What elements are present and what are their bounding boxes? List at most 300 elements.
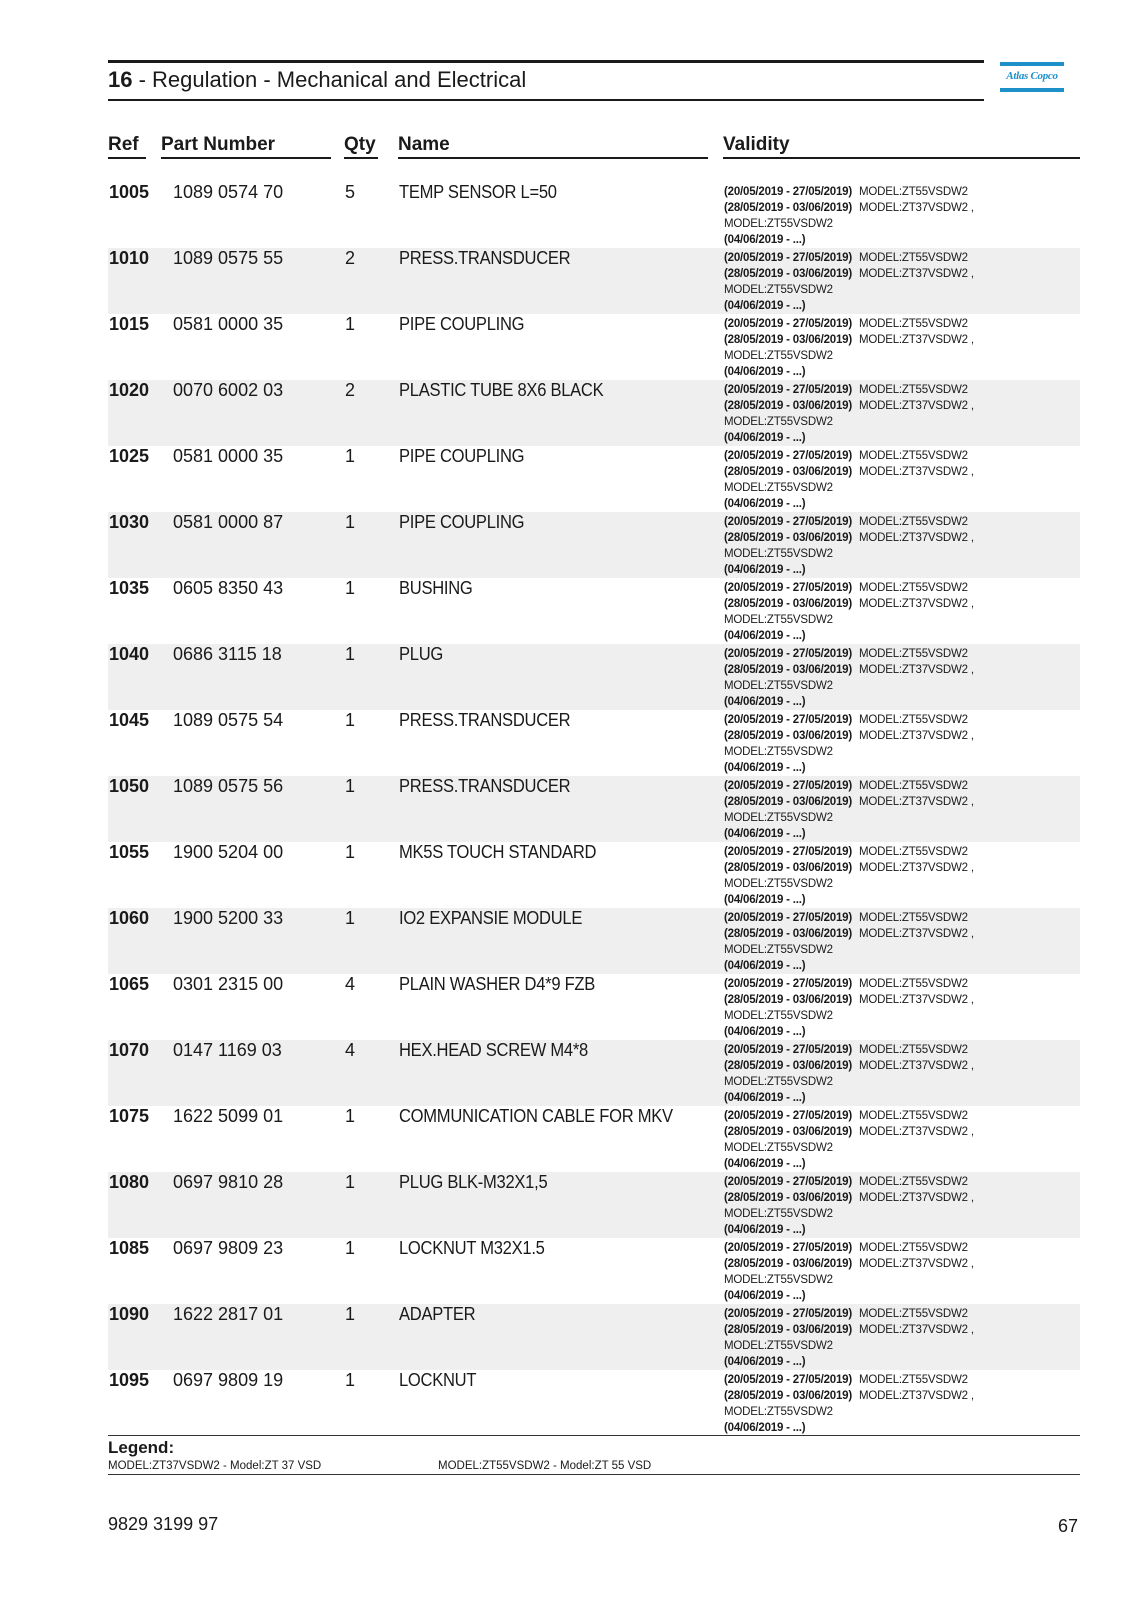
validity-model: MODEL:ZT55VSDW2 xyxy=(724,1208,833,1220)
validity-model: MODEL:ZT55VSDW2 xyxy=(724,680,833,692)
part-ref: 1080 xyxy=(109,1172,150,1192)
validity-line xyxy=(724,1338,974,1354)
validity-line xyxy=(724,612,974,628)
validity-model: MODEL:ZT55VSDW2 xyxy=(724,1340,833,1352)
validity-line xyxy=(724,200,974,216)
validity-model: MODEL:ZT55VSDW2 xyxy=(859,252,968,264)
validity-line xyxy=(724,942,974,958)
validity-model: MODEL:ZT37VSDW2 , xyxy=(859,1390,974,1402)
table-row xyxy=(108,578,1080,644)
validity-line xyxy=(724,250,974,266)
validity-model: MODEL:ZT37VSDW2 , xyxy=(859,730,974,742)
validity-line xyxy=(724,810,974,826)
table-row xyxy=(108,512,1080,578)
part-validity xyxy=(724,514,974,578)
validity-dates: (28/05/2019 - 03/06/2019) xyxy=(724,862,852,874)
validity-model: MODEL:ZT37VSDW2 , xyxy=(859,664,974,676)
validity-model: MODEL:ZT37VSDW2 , xyxy=(859,994,974,1006)
validity-line xyxy=(724,844,974,860)
validity-dates: (04/06/2019 - ...) xyxy=(724,762,806,774)
legend-item: MODEL:ZT37VSDW2 - Model:ZT 37 VSD xyxy=(108,1460,322,1472)
validity-line xyxy=(724,744,974,760)
column-header-qty: Qty xyxy=(344,134,376,155)
validity-dates: (28/05/2019 - 03/06/2019) xyxy=(724,730,852,742)
part-validity xyxy=(724,580,974,644)
validity-line xyxy=(724,694,974,710)
validity-line xyxy=(724,794,974,810)
part-name: ADAPTER xyxy=(399,1304,476,1324)
validity-line xyxy=(724,662,974,678)
part-ref: 1005 xyxy=(109,182,150,202)
validity-model: MODEL:ZT55VSDW2 xyxy=(724,614,833,626)
table-row xyxy=(108,644,1080,710)
part-number: 1622 2817 01 xyxy=(173,1304,284,1324)
validity-model: MODEL:ZT55VSDW2 xyxy=(724,482,833,494)
part-name: COMMUNICATION CABLE FOR MKV xyxy=(399,1106,673,1126)
part-name: TEMP SENSOR L=50 xyxy=(399,182,557,202)
part-qty: 5 xyxy=(345,182,356,202)
validity-line xyxy=(724,728,974,744)
validity-dates: (20/05/2019 - 27/05/2019) xyxy=(724,714,852,726)
validity-line xyxy=(724,1240,974,1256)
part-number: 0147 1169 03 xyxy=(173,1040,282,1060)
table-row xyxy=(108,182,1080,248)
validity-line xyxy=(724,580,974,596)
validity-line xyxy=(724,778,974,794)
validity-model: MODEL:ZT55VSDW2 xyxy=(724,1142,833,1154)
validity-line xyxy=(724,1124,974,1140)
validity-dates: (28/05/2019 - 03/06/2019) xyxy=(724,466,852,478)
table-row xyxy=(108,1370,1080,1436)
part-name: PLASTIC TUBE 8X6 BLACK xyxy=(399,380,604,400)
part-qty: 2 xyxy=(345,248,356,268)
validity-line xyxy=(724,646,974,662)
section-title: - Regulation - Mechanical and Electrical xyxy=(132,67,527,92)
legend-title: Legend: xyxy=(108,1438,175,1457)
table-row xyxy=(108,974,1080,1040)
validity-line xyxy=(724,316,974,332)
validity-model: MODEL:ZT55VSDW2 xyxy=(724,416,833,428)
part-number: 0581 0000 35 xyxy=(173,314,284,334)
validity-line xyxy=(724,958,974,974)
validity-model: MODEL:ZT37VSDW2 , xyxy=(859,268,974,280)
part-validity xyxy=(724,382,974,446)
validity-line xyxy=(724,514,974,530)
legend-rule-top xyxy=(108,1435,1080,1436)
validity-dates: (28/05/2019 - 03/06/2019) xyxy=(724,1324,852,1336)
part-validity xyxy=(724,250,974,314)
validity-model: MODEL:ZT55VSDW2 xyxy=(859,648,968,660)
part-number: 0697 9809 23 xyxy=(173,1238,284,1258)
validity-model: MODEL:ZT37VSDW2 , xyxy=(859,1258,974,1270)
part-qty: 1 xyxy=(345,314,356,334)
table-row xyxy=(108,1040,1080,1106)
section-number: 16 xyxy=(108,67,133,92)
validity-dates: (04/06/2019 - ...) xyxy=(724,960,806,972)
validity-line xyxy=(724,892,974,908)
validity-line xyxy=(724,1306,974,1322)
validity-dates: (28/05/2019 - 03/06/2019) xyxy=(724,1258,852,1270)
part-ref: 1085 xyxy=(109,1238,150,1258)
validity-model: MODEL:ZT55VSDW2 xyxy=(724,1274,833,1286)
part-number: 0697 9810 28 xyxy=(173,1172,284,1192)
part-validity xyxy=(724,1240,974,1304)
part-qty: 1 xyxy=(345,512,356,532)
column-rule-name xyxy=(398,157,708,159)
validity-dates: (04/06/2019 - ...) xyxy=(724,366,806,378)
validity-line xyxy=(724,1420,974,1436)
part-name: PIPE COUPLING xyxy=(399,314,525,334)
part-qty: 1 xyxy=(345,644,356,664)
validity-dates: (20/05/2019 - 27/05/2019) xyxy=(724,1374,852,1386)
table-row xyxy=(108,842,1080,908)
part-qty: 1 xyxy=(345,578,356,598)
validity-line xyxy=(724,992,974,1008)
part-qty: 1 xyxy=(345,842,356,862)
validity-dates: (04/06/2019 - ...) xyxy=(724,1026,806,1038)
validity-dates: (04/06/2019 - ...) xyxy=(724,432,806,444)
validity-model: MODEL:ZT55VSDW2 xyxy=(859,1044,968,1056)
part-name: HEX.HEAD SCREW M4*8 xyxy=(399,1040,588,1060)
validity-model: MODEL:ZT55VSDW2 xyxy=(724,218,833,230)
validity-line xyxy=(724,628,974,644)
validity-line xyxy=(724,448,974,464)
validity-line xyxy=(724,1372,974,1388)
validity-line xyxy=(724,1024,974,1040)
validity-line xyxy=(724,910,974,926)
part-number: 0605 8350 43 xyxy=(173,578,284,598)
validity-dates: (04/06/2019 - ...) xyxy=(724,1356,806,1368)
validity-model: MODEL:ZT55VSDW2 xyxy=(859,1242,968,1254)
validity-line xyxy=(724,464,974,480)
validity-model: MODEL:ZT55VSDW2 xyxy=(724,284,833,296)
validity-model: MODEL:ZT55VSDW2 xyxy=(724,878,833,890)
validity-line xyxy=(724,712,974,728)
validity-line xyxy=(724,976,974,992)
table-row xyxy=(108,1304,1080,1370)
validity-dates: (20/05/2019 - 27/05/2019) xyxy=(724,1242,852,1254)
validity-model: MODEL:ZT55VSDW2 xyxy=(724,548,833,560)
part-ref: 1020 xyxy=(109,380,150,400)
validity-dates: (28/05/2019 - 03/06/2019) xyxy=(724,1060,852,1072)
validity-line xyxy=(724,1404,974,1420)
part-ref: 1045 xyxy=(109,710,150,730)
validity-model: MODEL:ZT37VSDW2 , xyxy=(859,598,974,610)
validity-line xyxy=(724,1042,974,1058)
validity-line xyxy=(724,860,974,876)
validity-model: MODEL:ZT37VSDW2 , xyxy=(859,202,974,214)
part-number: 1622 5099 01 xyxy=(173,1106,284,1126)
validity-dates: (28/05/2019 - 03/06/2019) xyxy=(724,268,852,280)
validity-line xyxy=(724,1156,974,1172)
part-validity xyxy=(724,1174,974,1238)
validity-line xyxy=(724,1090,974,1106)
validity-model: MODEL:ZT55VSDW2 xyxy=(859,846,968,858)
part-number: 1900 5204 00 xyxy=(173,842,284,862)
validity-dates: (28/05/2019 - 03/06/2019) xyxy=(724,202,852,214)
logo-text: Atlas Copco xyxy=(1006,70,1058,82)
part-validity xyxy=(724,1042,974,1106)
part-number: 0697 9809 19 xyxy=(173,1370,284,1390)
validity-dates: (28/05/2019 - 03/06/2019) xyxy=(724,928,852,940)
validity-dates: (20/05/2019 - 27/05/2019) xyxy=(724,1110,852,1122)
validity-line xyxy=(724,1222,974,1238)
validity-model: MODEL:ZT37VSDW2 , xyxy=(859,1060,974,1072)
validity-dates: (28/05/2019 - 03/06/2019) xyxy=(724,994,852,1006)
validity-dates: (04/06/2019 - ...) xyxy=(724,1158,806,1170)
validity-model: MODEL:ZT55VSDW2 xyxy=(859,780,968,792)
part-qty: 4 xyxy=(345,1040,356,1060)
part-ref: 1010 xyxy=(109,248,150,268)
validity-dates: (28/05/2019 - 03/06/2019) xyxy=(724,334,852,346)
legend-rule-bottom xyxy=(108,1474,1080,1475)
validity-model: MODEL:ZT55VSDW2 xyxy=(859,1110,968,1122)
part-qty: 4 xyxy=(345,974,356,994)
validity-model: MODEL:ZT55VSDW2 xyxy=(724,1406,833,1418)
validity-model: MODEL:ZT37VSDW2 , xyxy=(859,796,974,808)
validity-dates: (04/06/2019 - ...) xyxy=(724,1092,806,1104)
part-ref: 1030 xyxy=(109,512,150,532)
part-validity xyxy=(724,844,974,908)
validity-model: MODEL:ZT55VSDW2 xyxy=(859,450,968,462)
validity-line xyxy=(724,398,974,414)
column-header-name: Name xyxy=(398,134,450,155)
validity-dates: (20/05/2019 - 27/05/2019) xyxy=(724,1176,852,1188)
part-ref: 1060 xyxy=(109,908,150,928)
validity-model: MODEL:ZT55VSDW2 xyxy=(859,516,968,528)
validity-dates: (20/05/2019 - 27/05/2019) xyxy=(724,516,852,528)
validity-dates: (04/06/2019 - ...) xyxy=(724,828,806,840)
validity-dates: (04/06/2019 - ...) xyxy=(724,564,806,576)
part-number: 1089 0574 70 xyxy=(173,182,284,202)
part-number: 0581 0000 35 xyxy=(173,446,284,466)
validity-dates: (04/06/2019 - ...) xyxy=(724,894,806,906)
header-rule-top xyxy=(108,60,984,63)
validity-dates: (04/06/2019 - ...) xyxy=(724,630,806,642)
part-ref: 1035 xyxy=(109,578,150,598)
table-row xyxy=(108,908,1080,974)
validity-line xyxy=(724,1074,974,1090)
validity-dates: (20/05/2019 - 27/05/2019) xyxy=(724,582,852,594)
validity-line xyxy=(724,266,974,282)
part-name: PRESS.TRANSDUCER xyxy=(399,248,571,268)
validity-dates: (20/05/2019 - 27/05/2019) xyxy=(724,846,852,858)
validity-model: MODEL:ZT55VSDW2 xyxy=(724,944,833,956)
validity-line xyxy=(724,926,974,942)
validity-model: MODEL:ZT55VSDW2 xyxy=(859,318,968,330)
validity-line xyxy=(724,1256,974,1272)
column-rule-part-number xyxy=(161,157,331,159)
validity-model: MODEL:ZT37VSDW2 , xyxy=(859,1126,974,1138)
validity-model: MODEL:ZT37VSDW2 , xyxy=(859,532,974,544)
validity-line xyxy=(724,1272,974,1288)
column-header-part-number: Part Number xyxy=(161,134,276,155)
column-rule-validity xyxy=(723,157,1080,159)
part-name: IO2 EXPANSIE MODULE xyxy=(399,908,583,928)
part-validity xyxy=(724,1372,974,1436)
validity-model: MODEL:ZT37VSDW2 , xyxy=(859,862,974,874)
validity-dates: (20/05/2019 - 27/05/2019) xyxy=(724,1044,852,1056)
atlas-copco-logo xyxy=(1000,62,1064,94)
part-number: 1089 0575 56 xyxy=(173,776,284,796)
validity-dates: (20/05/2019 - 27/05/2019) xyxy=(724,252,852,264)
part-validity xyxy=(724,184,974,248)
validity-line xyxy=(724,480,974,496)
validity-dates: (20/05/2019 - 27/05/2019) xyxy=(724,318,852,330)
validity-line xyxy=(724,1008,974,1024)
part-ref: 1025 xyxy=(109,446,150,466)
part-number: 1089 0575 55 xyxy=(173,248,284,268)
validity-dates: (28/05/2019 - 03/06/2019) xyxy=(724,664,852,676)
validity-line xyxy=(724,232,974,248)
part-validity xyxy=(724,1108,974,1172)
validity-line xyxy=(724,282,974,298)
validity-model: MODEL:ZT55VSDW2 xyxy=(859,1374,968,1386)
validity-line xyxy=(724,364,974,380)
part-validity xyxy=(724,910,974,974)
validity-model: MODEL:ZT37VSDW2 , xyxy=(859,400,974,412)
validity-model: MODEL:ZT55VSDW2 xyxy=(859,582,968,594)
validity-model: MODEL:ZT55VSDW2 xyxy=(859,186,968,198)
validity-line xyxy=(724,1288,974,1304)
validity-line xyxy=(724,216,974,232)
validity-dates: (20/05/2019 - 27/05/2019) xyxy=(724,186,852,198)
part-validity xyxy=(724,316,974,380)
table-row xyxy=(108,1106,1080,1172)
validity-dates: (28/05/2019 - 03/06/2019) xyxy=(724,598,852,610)
validity-line xyxy=(724,496,974,512)
part-number: 1089 0575 54 xyxy=(173,710,284,730)
validity-dates: (28/05/2019 - 03/06/2019) xyxy=(724,1390,852,1402)
part-name: PIPE COUPLING xyxy=(399,446,525,466)
validity-model: MODEL:ZT55VSDW2 xyxy=(724,1010,833,1022)
part-number: 0686 3115 18 xyxy=(173,644,282,664)
part-ref: 1055 xyxy=(109,842,150,862)
validity-line xyxy=(724,876,974,892)
validity-model: MODEL:ZT55VSDW2 xyxy=(724,746,833,758)
validity-dates: (04/06/2019 - ...) xyxy=(724,1290,806,1302)
validity-model: MODEL:ZT55VSDW2 xyxy=(859,1308,968,1320)
part-name: PLUG BLK-M32X1,5 xyxy=(399,1172,548,1192)
validity-model: MODEL:ZT37VSDW2 , xyxy=(859,334,974,346)
part-name: BUSHING xyxy=(399,578,473,598)
part-number: 1900 5200 33 xyxy=(173,908,284,928)
page-title xyxy=(108,66,526,94)
part-validity xyxy=(724,1306,974,1370)
validity-line xyxy=(724,298,974,314)
table-row xyxy=(108,314,1080,380)
table-row xyxy=(108,710,1080,776)
validity-dates: (20/05/2019 - 27/05/2019) xyxy=(724,780,852,792)
validity-dates: (20/05/2019 - 27/05/2019) xyxy=(724,384,852,396)
validity-model: MODEL:ZT55VSDW2 xyxy=(724,1076,833,1088)
validity-model: MODEL:ZT55VSDW2 xyxy=(859,714,968,726)
validity-line xyxy=(724,1140,974,1156)
validity-dates: (20/05/2019 - 27/05/2019) xyxy=(724,1308,852,1320)
document-number: 9829 3199 97 xyxy=(108,1514,219,1534)
column-header-validity: Validity xyxy=(723,134,790,155)
validity-line xyxy=(724,596,974,612)
logo-bar-top xyxy=(1000,62,1064,66)
validity-model: MODEL:ZT55VSDW2 xyxy=(724,350,833,362)
validity-line xyxy=(724,382,974,398)
part-ref: 1075 xyxy=(109,1106,150,1126)
part-ref: 1065 xyxy=(109,974,150,994)
validity-dates: (04/06/2019 - ...) xyxy=(724,234,806,246)
part-name: PRESS.TRANSDUCER xyxy=(399,776,571,796)
validity-dates: (28/05/2019 - 03/06/2019) xyxy=(724,1192,852,1204)
validity-model: MODEL:ZT55VSDW2 xyxy=(859,1176,968,1188)
parts-table xyxy=(108,182,1080,1436)
validity-dates: (28/05/2019 - 03/06/2019) xyxy=(724,1126,852,1138)
validity-line xyxy=(724,1354,974,1370)
validity-line xyxy=(724,826,974,842)
validity-model: MODEL:ZT55VSDW2 xyxy=(859,912,968,924)
table-row xyxy=(108,380,1080,446)
part-qty: 1 xyxy=(345,446,356,466)
part-qty: 1 xyxy=(345,1106,356,1126)
validity-dates: (28/05/2019 - 03/06/2019) xyxy=(724,400,852,412)
validity-line xyxy=(724,678,974,694)
validity-line xyxy=(724,348,974,364)
validity-dates: (20/05/2019 - 27/05/2019) xyxy=(724,978,852,990)
validity-model: MODEL:ZT55VSDW2 xyxy=(724,812,833,824)
part-qty: 1 xyxy=(345,908,356,928)
validity-line xyxy=(724,1322,974,1338)
table-row xyxy=(108,1172,1080,1238)
validity-line xyxy=(724,760,974,776)
table-row xyxy=(108,1238,1080,1304)
part-ref: 1050 xyxy=(109,776,150,796)
part-validity xyxy=(724,976,974,1040)
part-qty: 2 xyxy=(345,380,356,400)
validity-line xyxy=(724,430,974,446)
logo-bar-bottom xyxy=(1000,88,1064,92)
validity-line xyxy=(724,1206,974,1222)
part-qty: 1 xyxy=(345,710,356,730)
page-number: 67 xyxy=(1058,1516,1079,1536)
part-name: LOCKNUT xyxy=(399,1370,477,1390)
part-ref: 1095 xyxy=(109,1370,150,1390)
part-name: MK5S TOUCH STANDARD xyxy=(399,842,597,862)
column-rule-qty xyxy=(344,157,378,159)
part-name: PLUG xyxy=(399,644,444,664)
part-validity xyxy=(724,778,974,842)
part-number: 0070 6002 03 xyxy=(173,380,284,400)
part-qty: 1 xyxy=(345,1238,356,1258)
validity-dates: (20/05/2019 - 27/05/2019) xyxy=(724,912,852,924)
part-name: PIPE COUPLING xyxy=(399,512,525,532)
validity-line xyxy=(724,414,974,430)
validity-model: MODEL:ZT55VSDW2 xyxy=(859,384,968,396)
validity-line xyxy=(724,562,974,578)
part-validity xyxy=(724,712,974,776)
part-qty: 1 xyxy=(345,1304,356,1324)
validity-dates: (20/05/2019 - 27/05/2019) xyxy=(724,648,852,660)
part-ref: 1070 xyxy=(109,1040,150,1060)
validity-line xyxy=(724,530,974,546)
legend-item: MODEL:ZT55VSDW2 - Model:ZT 55 VSD xyxy=(438,1460,652,1472)
part-name: PLAIN WASHER D4*9 FZB xyxy=(399,974,596,994)
validity-dates: (04/06/2019 - ...) xyxy=(724,498,806,510)
validity-dates: (04/06/2019 - ...) xyxy=(724,300,806,312)
validity-line xyxy=(724,1190,974,1206)
validity-model: MODEL:ZT37VSDW2 , xyxy=(859,1192,974,1204)
validity-line xyxy=(724,1108,974,1124)
validity-model: MODEL:ZT37VSDW2 , xyxy=(859,928,974,940)
part-ref: 1015 xyxy=(109,314,150,334)
validity-dates: (04/06/2019 - ...) xyxy=(724,696,806,708)
